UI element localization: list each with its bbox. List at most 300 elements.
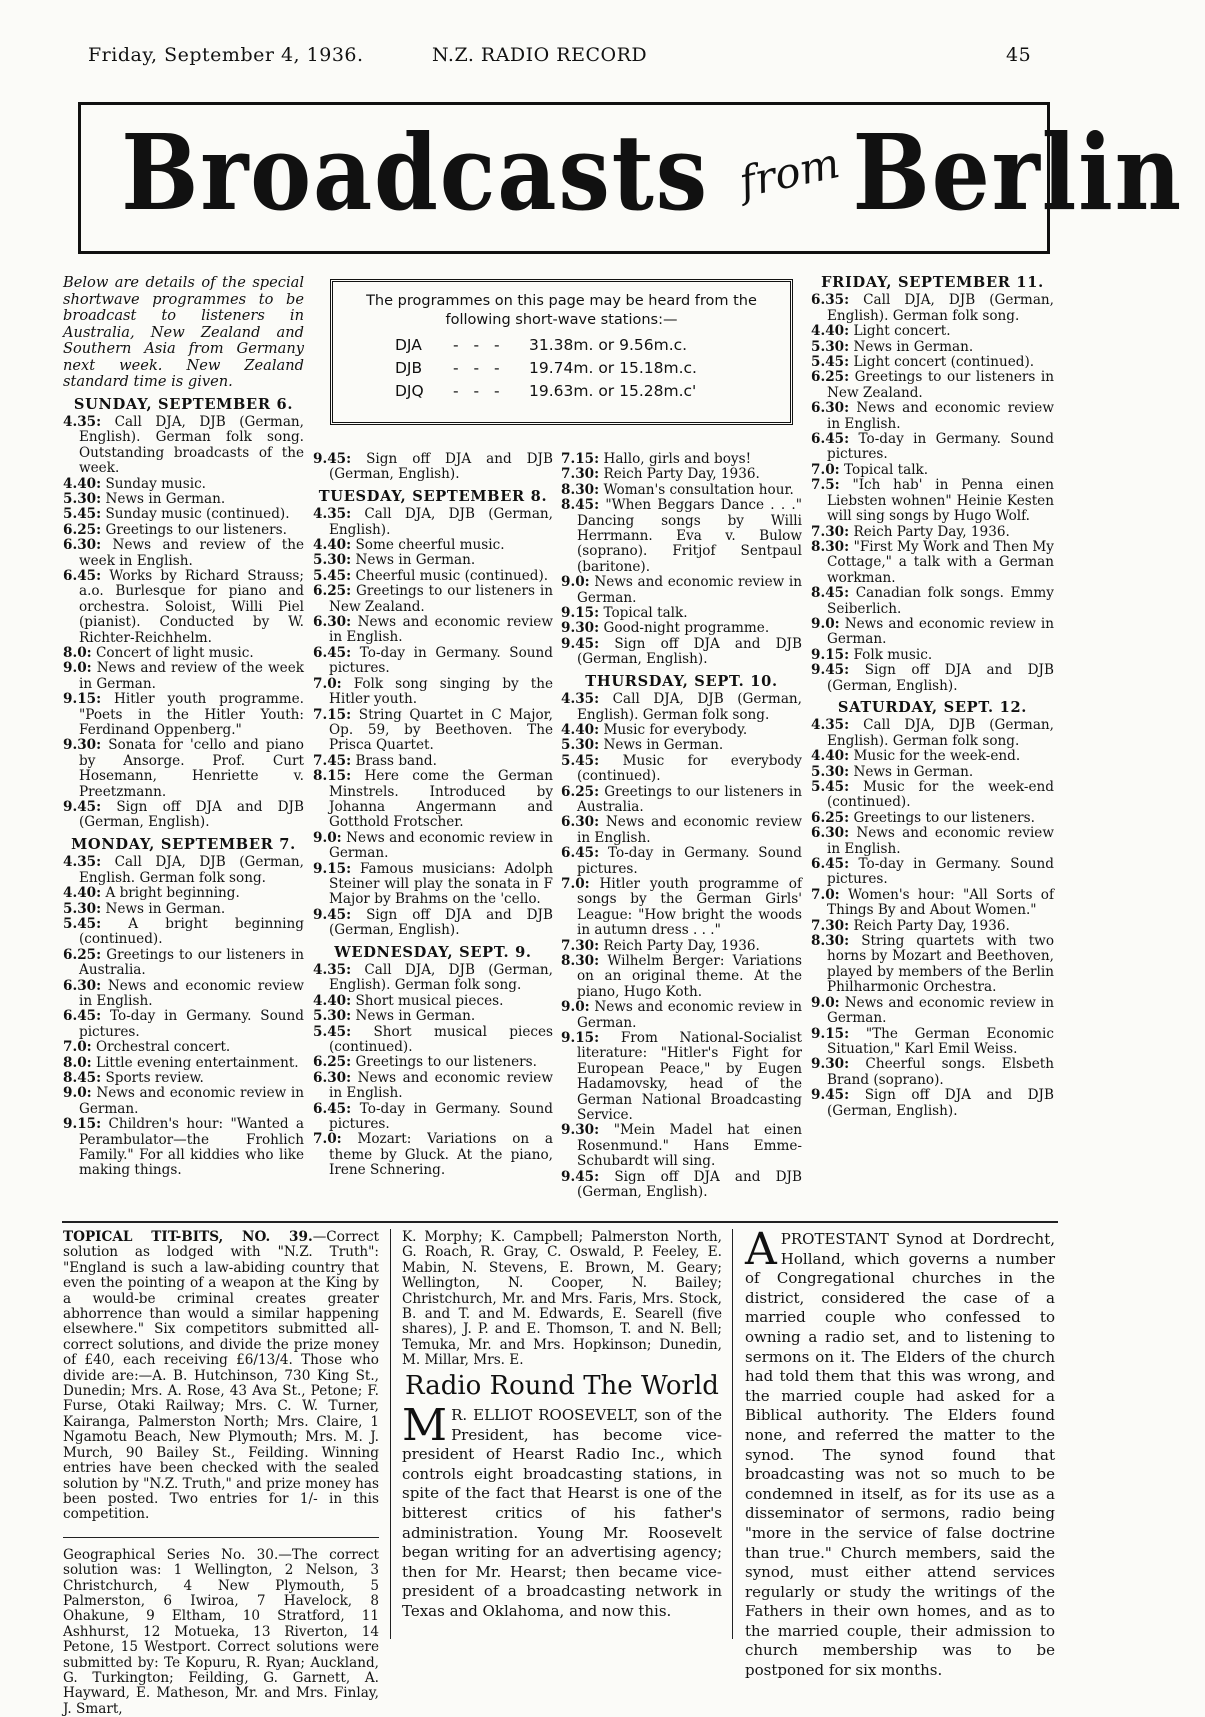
schedule-entry — [811, 324, 1054, 339]
entry-text: Call DJA, DJB (German, English). German folk song. — [577, 691, 802, 723]
entry-text: Here come the German Minstrels. Introduced by Johanna Angermann and Gotthold Frotscher. — [329, 768, 553, 831]
schedule-entry — [561, 815, 802, 846]
schedule-entry — [63, 1056, 304, 1071]
entry-time: 6.45: — [313, 1100, 352, 1117]
schedule-entry — [561, 467, 802, 482]
entry-time: 9.45: — [561, 1168, 600, 1185]
schedule-entry — [313, 677, 553, 708]
schedule-entry — [811, 888, 1054, 919]
schedule-entry — [313, 553, 553, 568]
entry-text: Hallo, girls and boys! — [603, 451, 752, 467]
entry-text: Greetings to our listeners. — [355, 1054, 537, 1071]
entry-time: 8.30: — [561, 481, 600, 498]
entry-time: 7.5: — [811, 477, 840, 494]
entry-text: Call DJA, DJB (German, English). German folk song. — [827, 717, 1054, 749]
entry-text: Reich Party Day, 1936. — [603, 937, 760, 954]
entry-text: Greetings to our listeners in New Zealand. — [827, 369, 1054, 401]
bottom-column-1 — [63, 1230, 379, 1717]
entry-time: 9.0: — [63, 660, 92, 677]
entry-time: 6.25: — [313, 583, 352, 600]
schedule-entry — [63, 979, 304, 1010]
schedule-entry — [63, 477, 304, 492]
stations-list — [395, 334, 790, 403]
schedule-entry — [63, 1040, 304, 1055]
entry-text: News in German. — [355, 1008, 476, 1025]
entry-time: 4.35: — [811, 717, 850, 734]
bottom-column-2 — [402, 1230, 722, 1622]
entry-time: 9.30: — [811, 1056, 850, 1073]
section-divider — [63, 1537, 379, 1538]
schedule-entry — [811, 811, 1054, 826]
entry-time: 9.30: — [561, 620, 600, 637]
schedule-entry — [561, 637, 802, 668]
schedule-entry — [811, 370, 1054, 401]
entry-text: Call DJA, DJB (German, English). German folk song. — [329, 962, 553, 994]
entry-text: To-day in Germany. Sound pictures. — [329, 644, 553, 677]
schedule-entry — [63, 1071, 304, 1086]
schedule-entry — [63, 492, 304, 507]
entry-text: Women's hour: "All Sorts of Things By and About Women." — [827, 886, 1055, 919]
schedule-entry — [811, 478, 1054, 524]
entry-text: Call DJA, DJB (German, English). — [329, 506, 553, 538]
schedule-entry — [63, 738, 304, 800]
intro-text: Below are details of the special shortwave programmes to be broadcast to listeners in Australia, New Zealand and Southern Asia from Germany next week. New Zealand standard time is given. — [63, 274, 304, 390]
day-heading: SUNDAY, SEPTEMBER 6. — [73, 395, 294, 413]
column-4 — [811, 275, 1054, 1119]
entry-text: Hitler youth programme of songs by the German Girls' League: "How bright the woods in autumn dress . . ." — [577, 875, 802, 939]
schedule-entry — [561, 785, 802, 816]
entry-text: Greetings to our listeners. — [853, 809, 1035, 826]
entry-time: 5.45: — [561, 752, 600, 769]
entry-text: "When Beggars Dance . . ." Dancing songs by Willi Herrmann. Eva v. Bulow (soprano). Fritjof Sentpaul (baritone). — [577, 497, 802, 575]
entry-text: Sunday music. — [105, 475, 207, 492]
entry-text: News and review of the week in English. — [79, 537, 304, 569]
schedule-entry — [313, 615, 553, 646]
entry-time: 6.45: — [561, 845, 600, 862]
schedule-entry — [561, 723, 802, 738]
schedule-entry — [811, 1088, 1054, 1119]
entry-time: 5.45: — [313, 567, 352, 584]
entry-text: Works by Richard Strauss; a.o. Burlesque for piano and orchestra. Soloist, Willi Piel (pianist). Conducted by W. Richter-Reichhelm. — [79, 567, 304, 646]
entry-text: Orchestral concert. — [96, 1039, 231, 1056]
schedule-entry — [561, 846, 802, 877]
entry-text: Mozart: Variations on a theme by Gluck. At the piano, Irene Schnering. — [329, 1131, 553, 1179]
entry-time: 6.30: — [313, 614, 352, 631]
schedule-entry — [561, 452, 802, 467]
entry-text: News in German. — [853, 338, 974, 355]
entry-time: 9.15: — [561, 1030, 600, 1047]
schedule-entry — [313, 1009, 553, 1024]
entry-time: 9.45: — [561, 635, 600, 652]
entry-time: 6.45: — [313, 644, 352, 661]
entry-time: 4.35: — [63, 413, 102, 430]
schedule-entry — [811, 648, 1054, 663]
schedule-entry — [313, 646, 553, 677]
entry-time: 9.30: — [63, 737, 102, 754]
schedule-entry — [811, 765, 1054, 780]
entry-text: Greetings to our listeners in Australia. — [577, 783, 802, 815]
entry-time: 4.40: — [313, 537, 352, 554]
entry-text: News and review of the week in German. — [79, 660, 304, 692]
entry-text: To-day in Germany. Sound pictures. — [577, 845, 802, 877]
schedule-entry — [811, 780, 1054, 811]
entry-time: 6.25: — [561, 783, 600, 800]
schedule-entry — [313, 1025, 553, 1056]
entry-time: 4.35: — [561, 691, 600, 708]
entry-time: 6.30: — [313, 1069, 352, 1086]
entry-time: 9.15: — [63, 1116, 102, 1133]
schedule-entry — [811, 293, 1054, 324]
schedule-entry — [561, 754, 802, 785]
header-date: Friday, September 4, 1936. — [88, 44, 364, 66]
entry-time: 7.0: — [811, 886, 840, 903]
entry-text: Call DJA, DJB (German, English). German folk song. — [827, 292, 1054, 324]
schedule-entry — [561, 575, 802, 606]
entry-text: Wilhelm Berger: Variations on an original theme. At the piano, Hugo Koth. — [577, 953, 802, 1000]
entry-text: News and economic review in German. — [577, 999, 802, 1031]
vertical-rule — [390, 1229, 391, 1639]
entry-text: Children's hour: "Wanted a Perambulator—the Frohlich Family." For all kiddies who like making things. — [79, 1116, 304, 1179]
entry-text: Reich Party Day, 1936. — [603, 466, 760, 483]
entry-time: 5.45: — [313, 1023, 352, 1040]
entry-time: 8.30: — [811, 933, 850, 950]
entry-time: 7.15: — [313, 706, 352, 723]
entry-time: 9.15: — [811, 646, 850, 663]
schedule-entry — [811, 718, 1054, 749]
schedule-sunday — [63, 415, 304, 831]
masthead — [78, 102, 1183, 254]
schedule-entry — [561, 1123, 802, 1169]
schedule-entry — [313, 584, 553, 615]
entry-time: 7.0: — [63, 1039, 92, 1056]
entry-text: String Quartet in C Major, Op. 59, by Beethoven. The Prisca Quartet. — [329, 706, 553, 754]
schedule-tuesday — [313, 507, 553, 938]
entry-time: 9.15: — [63, 691, 102, 708]
schedule-entry — [561, 621, 802, 636]
schedule-entry — [63, 415, 304, 477]
schedule-entry — [313, 708, 553, 754]
entry-text: Music for everybody (continued). — [577, 752, 802, 785]
entry-text: News and economic review in English. — [329, 614, 553, 646]
entry-time: 6.25: — [63, 946, 102, 963]
schedule-entry — [63, 1086, 304, 1117]
schedule-entry — [561, 877, 802, 939]
schedule-entry — [63, 538, 304, 569]
masthead-word-from: from — [735, 138, 844, 207]
schedule-entry — [811, 463, 1054, 478]
entry-time: 6.25: — [811, 369, 850, 386]
schedule-entry — [63, 917, 304, 948]
entry-time: 7.0: — [811, 461, 840, 478]
entry-text: Call DJA, DJB (German, English. German folk song. — [79, 854, 304, 886]
bottom-column-3 — [745, 1224, 1055, 1681]
entry-text: Canadian folk songs. Emmy Seiberlich. — [827, 585, 1054, 617]
header-publication: N.Z. RADIO RECORD — [432, 44, 648, 66]
entry-text: Woman's consultation hour. — [603, 481, 794, 498]
entry-time: 5.30: — [313, 552, 352, 569]
schedule-entry — [811, 934, 1054, 996]
masthead-word-broadcasts: Broadcasts — [121, 111, 709, 234]
schedule-entry — [313, 862, 553, 908]
entry-text: To-day in Germany. Sound pictures. — [827, 431, 1054, 463]
entry-text: Sign off DJA and DJB (German, English). — [329, 451, 553, 483]
entry-time: 4.40: — [811, 323, 850, 340]
entry-time: 7.30: — [811, 917, 850, 934]
entry-time: 4.40: — [811, 748, 850, 765]
entry-time: 9.0: — [561, 574, 590, 591]
masthead-word-berlin: Berlin — [852, 111, 1183, 234]
entry-time: 4.35: — [313, 506, 352, 523]
schedule-entry — [811, 663, 1054, 694]
schedule-entry — [561, 483, 802, 498]
station-row: DJA - - - 31.38m. or 9.56m.c. — [395, 336, 688, 354]
tit-bits-heading: TOPICAL TIT-BITS, NO. 39. — [63, 1229, 313, 1245]
entry-time: 6.35: — [811, 292, 850, 309]
entry-time: 7.0: — [313, 675, 342, 692]
entry-text: Little evening entertainment. — [96, 1054, 299, 1071]
entry-text: Light concert (continued). — [853, 354, 1035, 371]
schedule-entry — [811, 355, 1054, 370]
entry-text: String quartets with two horns by Mozart and Beethoven, played by members of the Berlin Philharmonic Orchestra. — [827, 933, 1054, 996]
schedule-entry — [313, 569, 553, 584]
schedule-entry — [811, 540, 1054, 586]
schedule-monday — [63, 855, 304, 1179]
schedule-wednesday — [313, 963, 553, 1179]
day-heading: SATURDAY, SEPT. 12. — [837, 698, 1028, 716]
entry-time: 7.30: — [561, 466, 600, 483]
entry-time: 6.45: — [811, 856, 850, 873]
entry-time: 7.0: — [313, 1131, 342, 1148]
schedule-entry — [313, 831, 553, 862]
entry-time: 9.45: — [811, 662, 850, 679]
entry-time: 6.30: — [63, 537, 102, 554]
schedule-entry — [561, 692, 802, 723]
entry-text: Sign off DJA and DJB (German, English). — [79, 799, 304, 831]
entry-time: 9.30: — [561, 1122, 600, 1139]
entry-text: Sonata for 'cello and piano by Ansorge. Prof. Curt Hosemann, Henriette v. Preetzmann. — [79, 737, 304, 800]
entry-time: 7.30: — [811, 523, 850, 540]
entry-time: 4.40: — [63, 475, 102, 492]
entry-time: 7.30: — [561, 937, 600, 954]
day-heading: WEDNESDAY, SEPT. 9. — [334, 943, 532, 961]
entry-time: 8.45: — [811, 585, 850, 602]
entry-text: Greetings to our listeners in New Zealand. — [329, 583, 553, 615]
synod-text: PROTESTANT Synod at Dordrecht, Holland, which governs a number of Congregational churches in the district, considered the case of a married couple who confessed to owning a radio set, and to listening to sermons on it. The Elders of the church had told them that this was wrong, and the married couple had asked for a Biblical authority. The Elders found none, and referred the matter to the synod. The synod found that broadcasting was not so much to be condemned in itself, as for its use as a disseminator of sermons, radio being "more in the service of false doctrine than true." Church members, said the synod, must either attend services regularly or study the writings of the Fathers in their own homes, and as to the married couple, their admission to church membership was to be postponed for six months. — [745, 1230, 1055, 1680]
schedule-entry — [811, 749, 1054, 764]
schedule-thursday — [561, 692, 802, 1200]
schedule-wednesday-cont — [561, 452, 802, 668]
entry-text: News and economic review in German. — [827, 615, 1054, 648]
entry-text: Music for everybody. — [603, 721, 748, 738]
entry-text: News and economic review in English. — [329, 1069, 553, 1102]
entry-text: News and economic review in English. — [79, 977, 304, 1009]
entry-time: 7.45: — [313, 752, 352, 769]
schedule-entry — [313, 963, 553, 994]
schedule-entry — [63, 523, 304, 538]
names-continued: K. Morphy; K. Campbell; Palmerston North, G. Roach, R. Gray, C. Oswald, P. Feeley, E. Mabin, N. Stevens, E. Brown, M. Geary; Wellington, N. Cooper, N. Bailey; Christchurch, Mr. and Mrs. Faris, Mrs. Stock, B. and T. and M. Edwards, E. Searell (five shares), J. P. and E. Thomson, T. and N. Bell; Temuka, Mr. and Mrs. Hopkinson; Dunedin, M. Millar, Mrs. E. — [402, 1229, 722, 1369]
entry-time: 6.25: — [811, 809, 850, 826]
entry-text: "Ich hab' in Penna einen Liebsten wohnen" Heinie Kesten will sing songs by Hugo Wolf. — [827, 477, 1054, 525]
entry-time: 9.15: — [561, 605, 600, 622]
entry-time: 8.0: — [63, 645, 92, 661]
schedule-entry — [561, 954, 802, 1000]
schedule-entry — [811, 401, 1054, 432]
schedule-entry — [313, 1071, 553, 1102]
entry-text: Cheerful music (continued). — [355, 567, 549, 584]
entry-time: 6.30: — [811, 825, 850, 842]
vertical-rule — [732, 1229, 733, 1639]
entry-text: Sign off DJA and DJB (German, English). — [827, 1087, 1055, 1119]
entry-time: 7.0: — [561, 875, 590, 892]
page-number: 45 — [1006, 44, 1032, 66]
schedule-entry — [63, 886, 304, 901]
schedule-entry — [63, 661, 304, 692]
entry-time: 6.25: — [313, 1054, 352, 1071]
entry-text: Sign off DJA and DJB (German, English). — [827, 662, 1055, 694]
entry-time: 6.45: — [811, 431, 850, 448]
tit-bits-text: —Correct solution as lodged with "N.Z. Truth": "England is such a law-abiding country that even the pointing of a weapon at the King by a would-be criminal creates greater abhorrence than would a similar happening elsewhere." Six competitors submitted all-correct solutions, and divide the prize money of £40, each receiving £6/13/4. Those who divide are:—A. B. Hutchinson, 730 King St., Dunedin; Mrs. A. Rose, 43 Ava St., Petone; F. Furse, Otaki Railway; Mrs. C. W. Turner, Kairanga, Palmerston North; Mrs. Claire, 1 Ngamotu Beach, New Plymouth; Mrs. M. J. Murch, 90 Bailey St., Feilding. Winning entries have been checked with the sealed solution by "N.Z. Truth," and prize money has been posted. Two entries for 1/- in this competition. — [63, 1229, 379, 1523]
schedule-entry — [561, 606, 802, 621]
entry-text: To-day in Germany. Sound pictures. — [79, 1008, 304, 1040]
day-heading: MONDAY, SEPTEMBER 7. — [71, 835, 296, 853]
entry-text: "The German Economic Situation," Karl Emil Weiss. — [827, 1025, 1054, 1057]
schedule-entry — [811, 617, 1054, 648]
entry-text: News and economic review in German. — [79, 1085, 304, 1117]
entry-time: 5.30: — [313, 1008, 352, 1025]
entry-time: 9.15: — [811, 1025, 850, 1042]
entry-time: 4.40: — [313, 992, 352, 1009]
day-heading: TUESDAY, SEPTEMBER 8. — [318, 487, 548, 505]
entry-time: 5.30: — [811, 338, 850, 355]
entry-text: Light concert. — [853, 323, 951, 340]
schedule-entry — [63, 1117, 304, 1179]
entry-text: Cheerful songs. Elsbeth Brand (soprano). — [827, 1056, 1054, 1088]
entry-time: 6.30: — [63, 977, 102, 994]
entry-text: To-day in Germany. Sound pictures. — [827, 856, 1054, 888]
entry-text: Folk music. — [853, 646, 933, 663]
entry-time: 9.45: — [313, 906, 352, 923]
entry-text: News and economic review in English. — [827, 825, 1054, 857]
entry-time: 5.30: — [561, 737, 600, 754]
radio-round-heading: Radio Round The World — [405, 1370, 719, 1401]
entry-time: 4.40: — [63, 885, 102, 902]
entry-text: Concert of light music. — [96, 645, 254, 661]
drop-cap: A — [745, 1224, 777, 1275]
column-3 — [561, 452, 802, 1201]
schedule-entry — [561, 1170, 802, 1201]
schedule-entry — [63, 692, 304, 738]
entry-text: Topical talk. — [603, 605, 688, 622]
schedule-entry — [811, 340, 1054, 355]
entry-text: Sign off DJA and DJB (German, English). — [577, 1168, 802, 1201]
synod-paragraph — [745, 1224, 1055, 1681]
entry-text: Reich Party Day, 1936. — [853, 523, 1010, 540]
entry-time: 9.0: — [811, 615, 840, 632]
schedule-entry — [63, 569, 304, 646]
entry-time: 8.45: — [63, 1069, 102, 1086]
entry-text: Some cheerful music. — [355, 537, 505, 554]
entry-time: 9.0: — [811, 994, 840, 1011]
horizontal-rule — [62, 1221, 1058, 1223]
entry-time: 6.30: — [561, 814, 600, 831]
entry-text: A bright beginning (continued). — [79, 915, 304, 948]
day-heading: THURSDAY, SEPT. 10. — [585, 672, 778, 690]
schedule-entry — [811, 857, 1054, 888]
schedule-entry — [313, 994, 553, 1009]
entry-text: A bright beginning. — [105, 885, 240, 902]
entry-text: Greetings to our listeners. — [105, 521, 287, 538]
entry-text: Music for the week-end (continued). — [827, 779, 1055, 811]
entry-text: From National-Socialist literature: "Hitler's Fight for European Peace," by Eugen Hadamovsky, head of the German National Broadcasting Service. — [577, 1030, 802, 1124]
schedule-entry — [811, 1027, 1054, 1058]
station-row: DJB - - - 19.74m. or 15.18m.c. — [395, 359, 697, 377]
schedule-friday — [811, 293, 1054, 694]
entry-text: Brass band. — [355, 752, 437, 769]
schedule-entry — [313, 754, 553, 769]
schedule-entry — [561, 498, 802, 575]
entry-time: 9.45: — [313, 451, 352, 467]
entry-time: 8.30: — [811, 538, 850, 555]
entry-text: Sunday music (continued). — [105, 506, 290, 523]
entry-time: 5.30: — [63, 490, 102, 507]
schedule-entry — [811, 1057, 1054, 1088]
entry-text: Hitler youth programme. "Poets in the Hitler Youth: Ferdinand Oppenberg." — [79, 691, 304, 739]
schedule-entry — [63, 948, 304, 979]
entry-time: 8.45: — [561, 497, 600, 514]
entry-text: Short musical pieces (continued). — [329, 1023, 553, 1056]
schedule-entry — [63, 800, 304, 831]
entry-time: 5.45: — [63, 506, 102, 523]
entry-time: 8.30: — [561, 953, 600, 969]
schedule-entry — [811, 919, 1054, 934]
entry-text: "Mein Madel hat einen Rosenmund." Hans Emme-Schubardt will sing. — [577, 1122, 803, 1170]
entry-time: 4.35: — [63, 854, 102, 871]
schedule-entry — [313, 452, 553, 483]
entry-text: News in German. — [603, 737, 724, 754]
stations-box — [330, 279, 793, 425]
schedule-monday-cont — [313, 452, 553, 483]
entry-time: 5.45: — [811, 354, 850, 371]
entry-time: 4.35: — [313, 962, 352, 978]
entry-text: News and economic review in German. — [577, 574, 802, 606]
entry-time: 6.30: — [811, 400, 850, 417]
column-2 — [313, 452, 553, 1179]
schedule-entry — [561, 939, 802, 954]
schedule-entry — [313, 1132, 553, 1178]
entry-time: 8.0: — [63, 1054, 92, 1071]
schedule-entry — [313, 908, 553, 939]
schedule-saturday — [811, 718, 1054, 1119]
entry-text: Topical talk. — [844, 461, 929, 478]
entry-time: 6.25: — [63, 521, 102, 538]
schedule-entry — [313, 1055, 553, 1070]
entry-text: Music for the week-end. — [853, 748, 1021, 765]
entry-time: 9.0: — [561, 999, 590, 1016]
schedule-entry — [811, 586, 1054, 617]
column-1 — [63, 275, 304, 1179]
stations-box-text: The programmes on this page may be heard from the following short-wave stations:— — [366, 293, 757, 328]
entry-text: Greetings to our listeners in Australia. — [79, 946, 304, 979]
entry-text: Good-night programme. — [603, 620, 770, 637]
entry-time: 9.45: — [63, 799, 102, 816]
entry-time: 5.30: — [63, 900, 102, 917]
entry-text: News and economic review in English. — [577, 814, 802, 846]
schedule-entry — [63, 855, 304, 886]
entry-text: Sports review. — [105, 1069, 204, 1086]
geo-series-text: Geographical Series No. 30.—The correct solution was: 1 Wellington, 2 Nelson, 3 Christchurch, 4 New Plymouth, 5 Palmerston, 6 Iwiroa, 7 Havelock, 8 Ohakune, 9 Eltham, 10 Stratford, 11 Ashhurst, 12 Motueka, 13 Riverton, 14 Petone, 15 Westport. Correct solutions were submitted by: Te Kopuru, R. Ryan; Auckland, G. Turkington; Feilding, G. Garnett, A. Hayward, E. Matheson, Mr. and Mrs. Finlay, J. Smart, — [63, 1546, 379, 1717]
entry-text: Call DJA, DJB (German, English). German folk song. Outstanding broadcasts of the week. — [79, 413, 304, 477]
schedule-entry — [313, 507, 553, 538]
